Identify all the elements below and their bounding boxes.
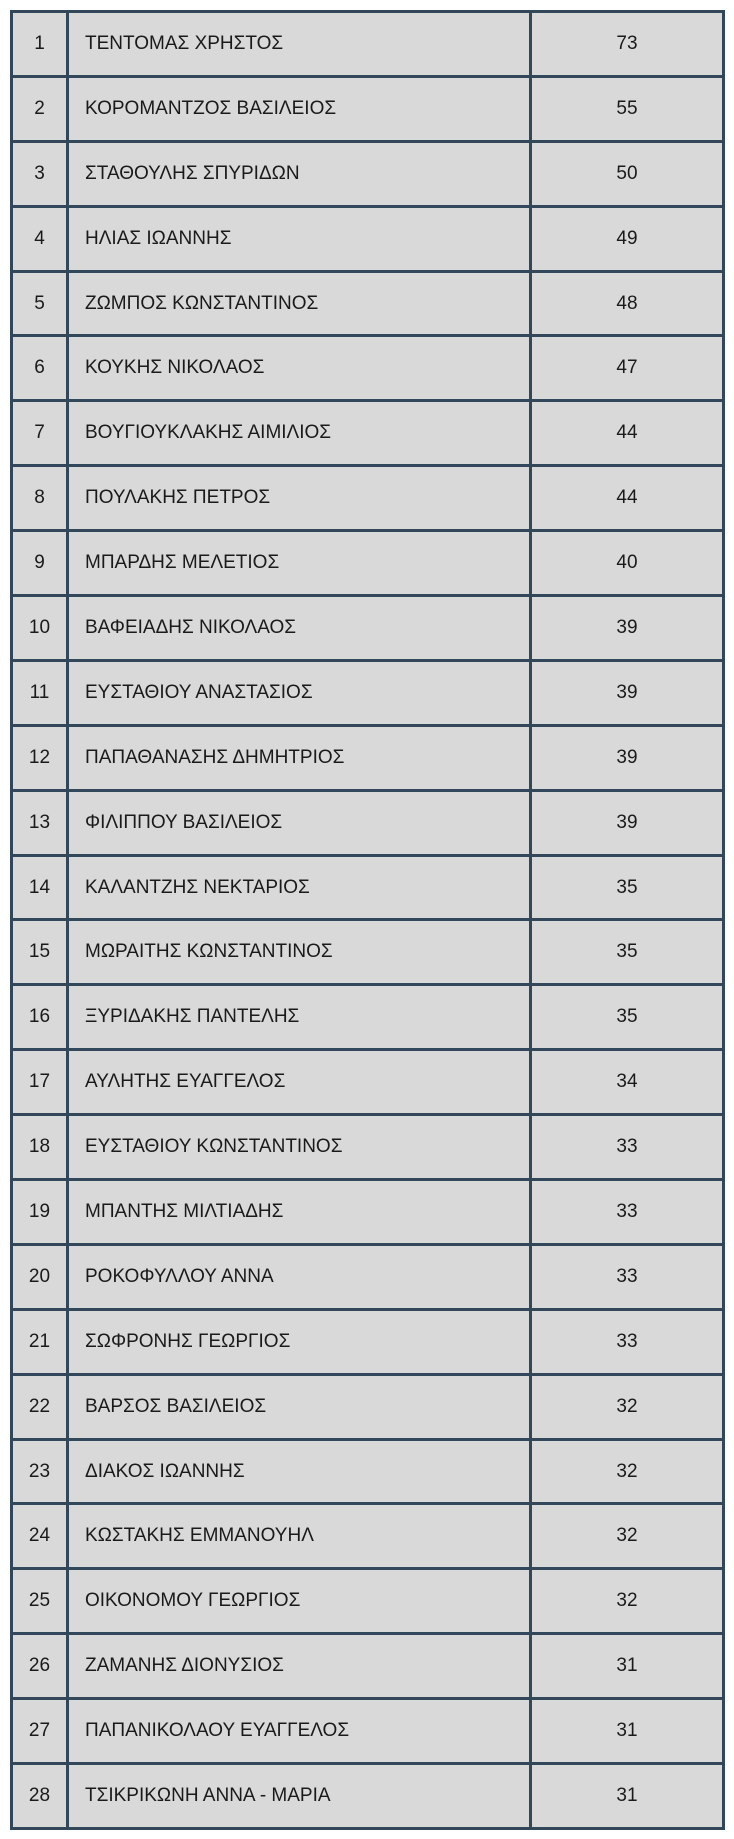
- rank-cell: 27: [13, 1700, 66, 1762]
- name-cell: ΖΑΜΑΝΗΣ ΔΙΟΝΥΣΙΟΣ: [69, 1635, 529, 1697]
- results-table-body: [13, 13, 722, 1827]
- rank-cell: 3: [13, 143, 66, 205]
- table-row: [13, 13, 722, 75]
- name-cell: ΒΟΥΓΙΟΥΚΛΑΚΗΣ ΑΙΜΙΛΙΟΣ: [69, 402, 529, 464]
- rank-cell: 22: [13, 1376, 66, 1438]
- rank-cell: 11: [13, 662, 66, 724]
- votes-cell: 39: [532, 597, 722, 659]
- name-cell: ΤΣΙΚΡΙΚΩΝΗ ΑΝΝΑ - ΜΑΡΙΑ: [69, 1765, 529, 1827]
- table-row: [13, 857, 722, 919]
- table-row: [13, 921, 722, 983]
- rank-cell: 16: [13, 986, 66, 1048]
- rank-cell: 24: [13, 1505, 66, 1567]
- table-row: [13, 1051, 722, 1113]
- rank-cell: 13: [13, 792, 66, 854]
- rank-cell: 19: [13, 1181, 66, 1243]
- votes-cell: 39: [532, 727, 722, 789]
- name-cell: ΖΩΜΠΟΣ ΚΩΝΣΤΑΝΤΙΝΟΣ: [69, 273, 529, 335]
- votes-cell: 31: [532, 1700, 722, 1762]
- table-row: [13, 1505, 722, 1567]
- votes-cell: 55: [532, 78, 722, 140]
- votes-cell: 44: [532, 402, 722, 464]
- results-table: [10, 10, 725, 1830]
- rank-cell: 20: [13, 1246, 66, 1308]
- name-cell: ΗΛΙΑΣ ΙΩΑΝΝΗΣ: [69, 208, 529, 270]
- name-cell: ΦΙΛΙΠΠΟΥ ΒΑΣΙΛΕΙΟΣ: [69, 792, 529, 854]
- table-row: [13, 597, 722, 659]
- name-cell: ΜΠΑΝΤΗΣ ΜΙΛΤΙΑΔΗΣ: [69, 1181, 529, 1243]
- rank-cell: 1: [13, 13, 66, 75]
- rank-cell: 12: [13, 727, 66, 789]
- table-row: [13, 727, 722, 789]
- votes-cell: 35: [532, 857, 722, 919]
- table-row: [13, 467, 722, 529]
- name-cell: ΣΩΦΡΟΝΗΣ ΓΕΩΡΓΙΟΣ: [69, 1311, 529, 1373]
- rank-cell: 28: [13, 1765, 66, 1827]
- table-row: [13, 402, 722, 464]
- table-row: [13, 273, 722, 335]
- votes-cell: 40: [532, 532, 722, 594]
- votes-cell: 47: [532, 337, 722, 399]
- rank-cell: 8: [13, 467, 66, 529]
- table-row: [13, 143, 722, 205]
- votes-cell: 34: [532, 1051, 722, 1113]
- table-row: [13, 986, 722, 1048]
- rank-cell: 9: [13, 532, 66, 594]
- votes-cell: 44: [532, 467, 722, 529]
- rank-cell: 4: [13, 208, 66, 270]
- name-cell: ΔΙΑΚΟΣ ΙΩΑΝΝΗΣ: [69, 1441, 529, 1503]
- rank-cell: 25: [13, 1570, 66, 1632]
- rank-cell: 14: [13, 857, 66, 919]
- table-row: [13, 1570, 722, 1632]
- name-cell: ΚΟΡΟΜΑΝΤΖΟΣ ΒΑΣΙΛΕΙΟΣ: [69, 78, 529, 140]
- table-row: [13, 1700, 722, 1762]
- rank-cell: 7: [13, 402, 66, 464]
- table-row: [13, 337, 722, 399]
- name-cell: ΟΙΚΟΝΟΜΟΥ ΓΕΩΡΓΙΟΣ: [69, 1570, 529, 1632]
- table-row: [13, 78, 722, 140]
- name-cell: ΚΩΣΤΑΚΗΣ ΕΜΜΑΝΟΥΗΛ: [69, 1505, 529, 1567]
- rank-cell: 5: [13, 273, 66, 335]
- table-row: [13, 1441, 722, 1503]
- votes-cell: 32: [532, 1570, 722, 1632]
- votes-cell: 32: [532, 1441, 722, 1503]
- name-cell: ΣΤΑΘΟΥΛΗΣ ΣΠΥΡΙΔΩΝ: [69, 143, 529, 205]
- name-cell: ΜΩΡΑΙΤΗΣ ΚΩΝΣΤΑΝΤΙΝΟΣ: [69, 921, 529, 983]
- rank-cell: 26: [13, 1635, 66, 1697]
- votes-cell: 33: [532, 1311, 722, 1373]
- name-cell: ΞΥΡΙΔΑΚΗΣ ΠΑΝΤΕΛΗΣ: [69, 986, 529, 1048]
- votes-cell: 33: [532, 1246, 722, 1308]
- table-row: [13, 532, 722, 594]
- table-row: [13, 1246, 722, 1308]
- name-cell: ΕΥΣΤΑΘΙΟΥ ΑΝΑΣΤΑΣΙΟΣ: [69, 662, 529, 724]
- name-cell: ΕΥΣΤΑΘΙΟΥ ΚΩΝΣΤΑΝΤΙΝΟΣ: [69, 1116, 529, 1178]
- name-cell: ΚΟΥΚΗΣ ΝΙΚΟΛΑΟΣ: [69, 337, 529, 399]
- votes-cell: 39: [532, 662, 722, 724]
- votes-cell: 33: [532, 1116, 722, 1178]
- table-row: [13, 1311, 722, 1373]
- rank-cell: 23: [13, 1441, 66, 1503]
- name-cell: ΜΠΑΡΔΗΣ ΜΕΛΕΤΙΟΣ: [69, 532, 529, 594]
- votes-cell: 49: [532, 208, 722, 270]
- table-row: [13, 1376, 722, 1438]
- votes-cell: 31: [532, 1765, 722, 1827]
- name-cell: ΚΑΛΑΝΤΖΗΣ ΝΕΚΤΑΡΙΟΣ: [69, 857, 529, 919]
- votes-cell: 35: [532, 921, 722, 983]
- name-cell: ΒΑΡΣΟΣ ΒΑΣΙΛΕΙΟΣ: [69, 1376, 529, 1438]
- name-cell: ΒΑΦΕΙΑΔΗΣ ΝΙΚΟΛΑΟΣ: [69, 597, 529, 659]
- rank-cell: 21: [13, 1311, 66, 1373]
- votes-cell: 32: [532, 1505, 722, 1567]
- votes-cell: 73: [532, 13, 722, 75]
- rank-cell: 6: [13, 337, 66, 399]
- name-cell: ΠΑΠΑΝΙΚΟΛΑΟΥ ΕΥΑΓΓΕΛΟΣ: [69, 1700, 529, 1762]
- name-cell: ΠΟΥΛΑΚΗΣ ΠΕΤΡΟΣ: [69, 467, 529, 529]
- votes-cell: 31: [532, 1635, 722, 1697]
- name-cell: ΡΟΚΟΦΥΛΛΟΥ ΑΝΝΑ: [69, 1246, 529, 1308]
- rank-cell: 2: [13, 78, 66, 140]
- rank-cell: 15: [13, 921, 66, 983]
- table-row: [13, 1635, 722, 1697]
- votes-cell: 48: [532, 273, 722, 335]
- table-row: [13, 792, 722, 854]
- rank-cell: 18: [13, 1116, 66, 1178]
- name-cell: ΤΕΝΤΟΜΑΣ ΧΡΗΣΤΟΣ: [69, 13, 529, 75]
- name-cell: ΑΥΛΗΤΗΣ ΕΥΑΓΓΕΛΟΣ: [69, 1051, 529, 1113]
- table-row: [13, 1181, 722, 1243]
- votes-cell: 32: [532, 1376, 722, 1438]
- votes-cell: 50: [532, 143, 722, 205]
- table-row: [13, 208, 722, 270]
- table-row: [13, 1116, 722, 1178]
- votes-cell: 39: [532, 792, 722, 854]
- rank-cell: 17: [13, 1051, 66, 1113]
- table-row: [13, 1765, 722, 1827]
- name-cell: ΠΑΠΑΘΑΝΑΣΗΣ ΔΗΜΗΤΡΙΟΣ: [69, 727, 529, 789]
- table-row: [13, 662, 722, 724]
- votes-cell: 35: [532, 986, 722, 1048]
- votes-cell: 33: [532, 1181, 722, 1243]
- rank-cell: 10: [13, 597, 66, 659]
